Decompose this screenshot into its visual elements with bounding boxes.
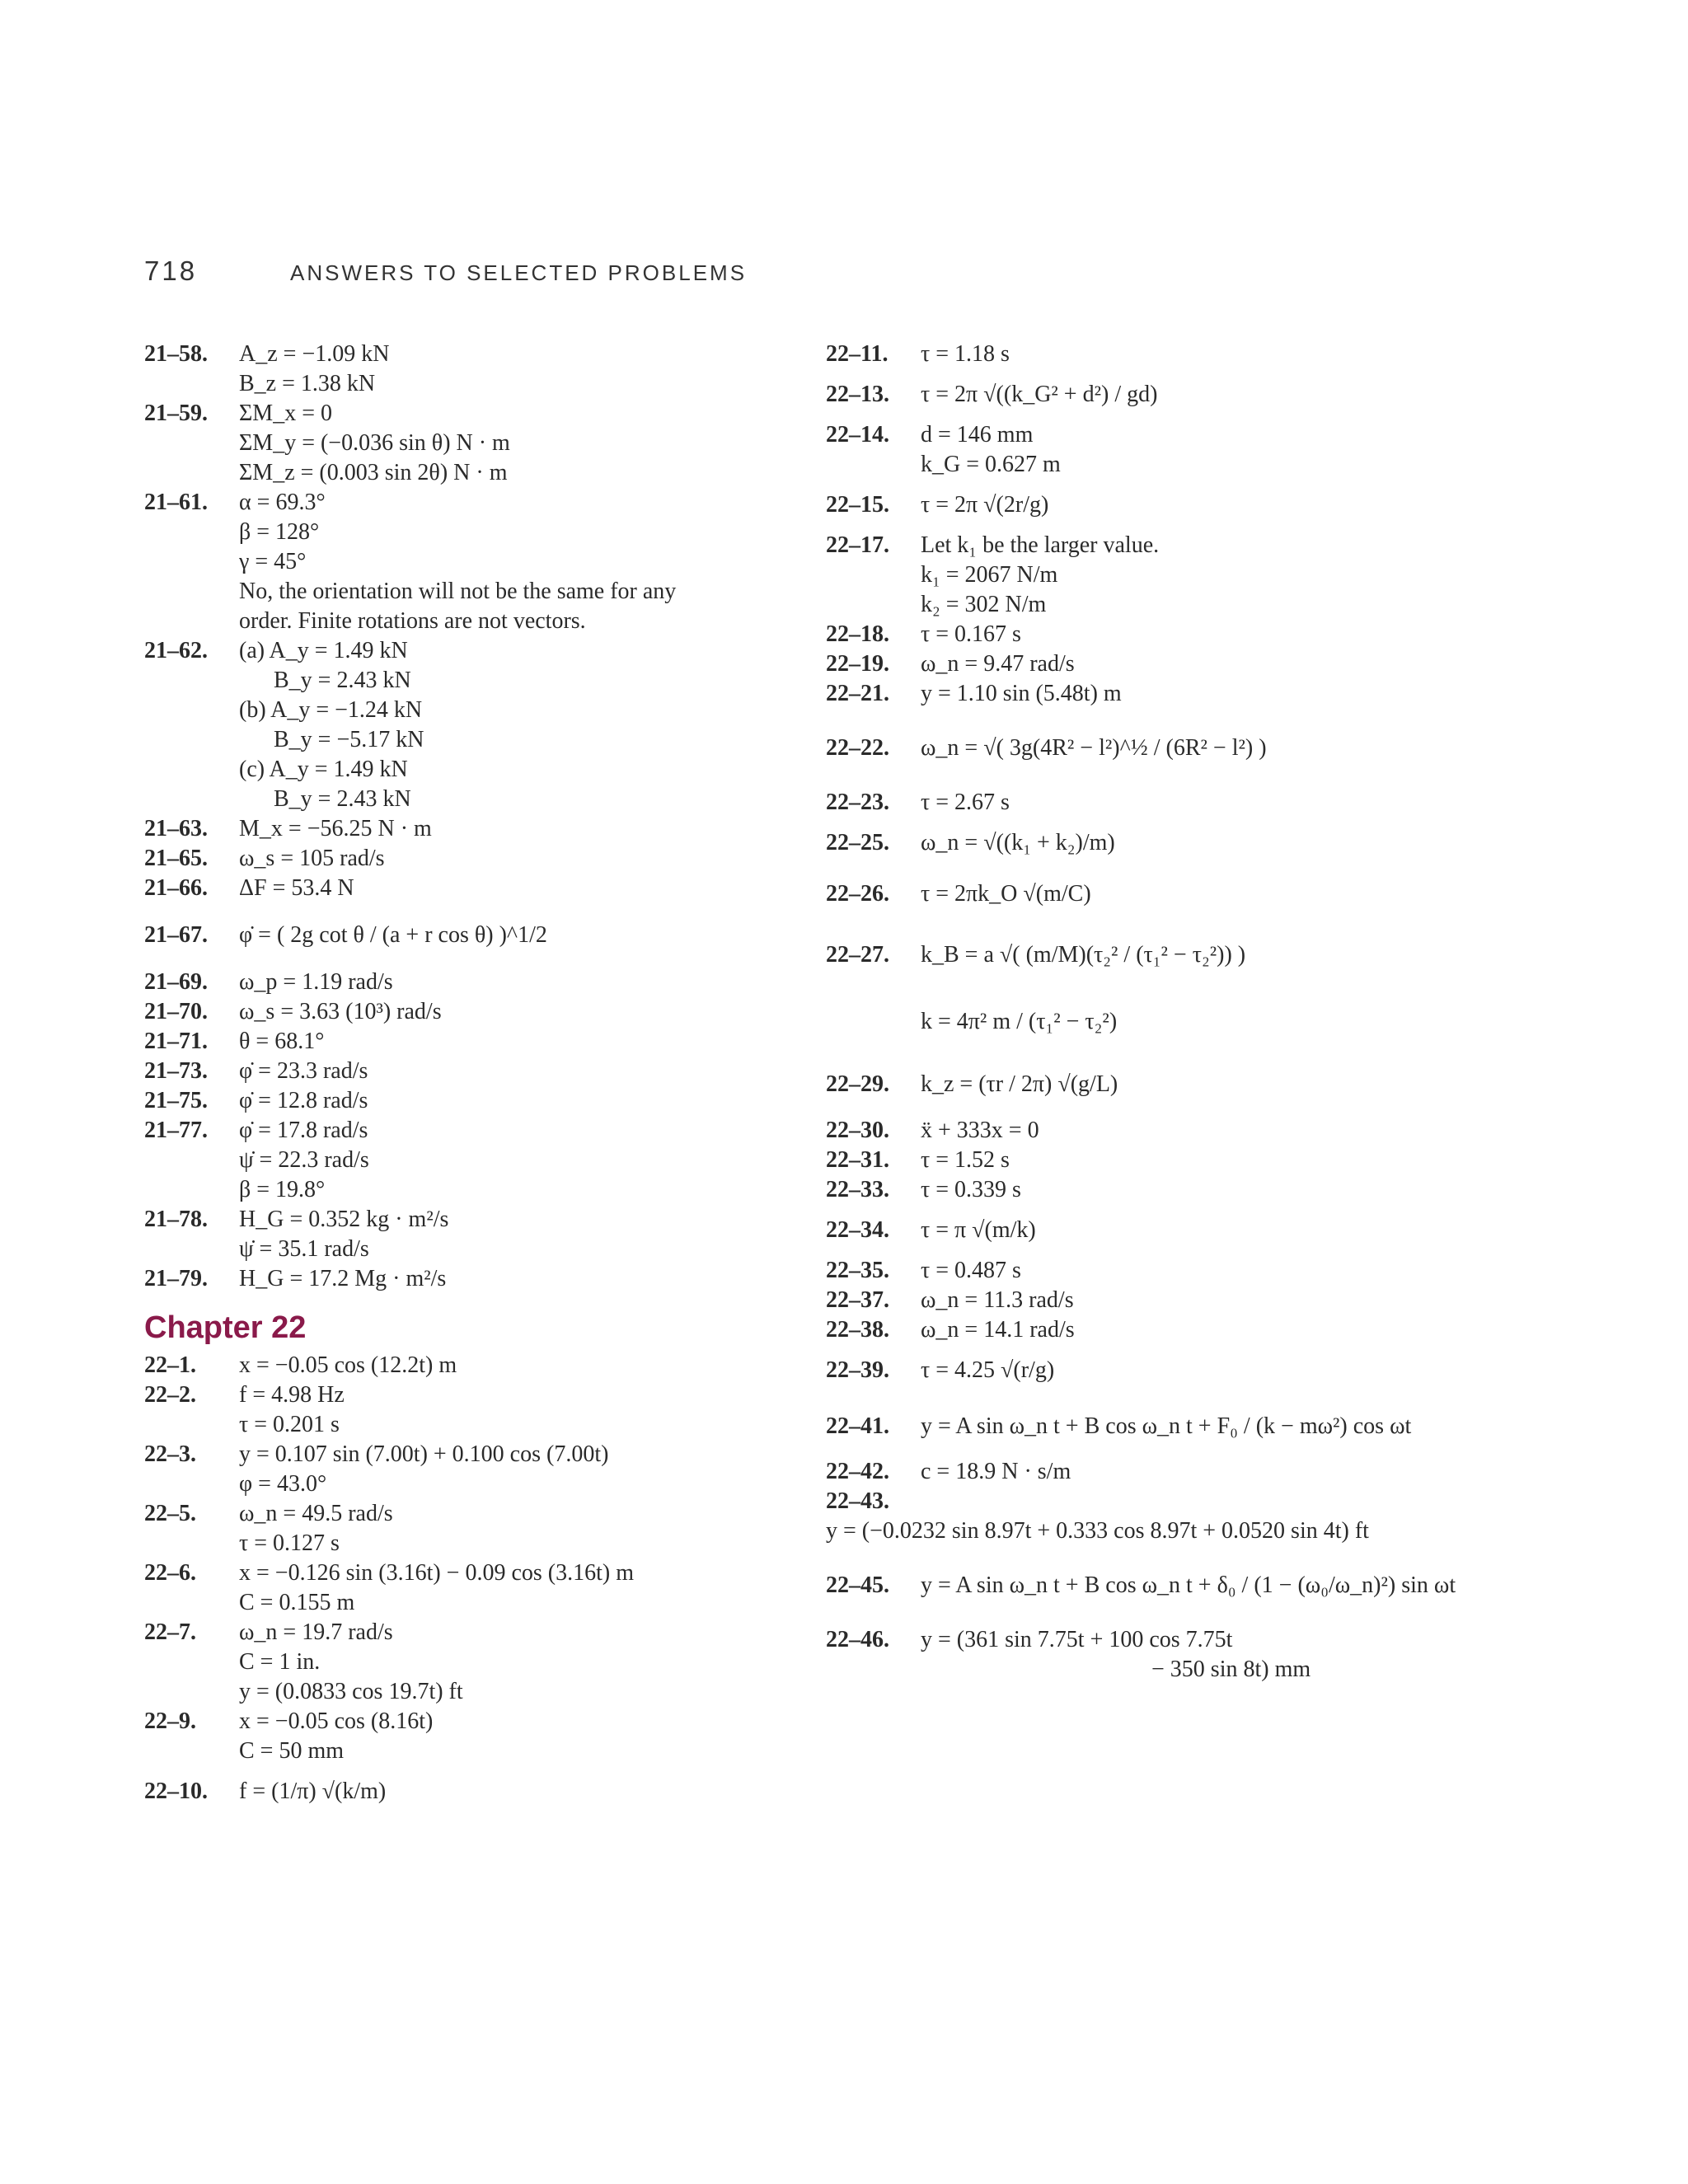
problem-number: 22–45.	[826, 1572, 889, 1598]
answer-text: y = A sin ω_n t + B cos ω_n t + δ₀ / (1 − (ω₀/ω_n)²) sin ωt	[921, 1572, 1456, 1598]
problem-number: 22–42.	[826, 1459, 889, 1484]
answer-text: B_y = −5.17 kN	[239, 727, 424, 752]
answer-line	[826, 1256, 1485, 1286]
problem-number: 22–2.	[144, 1382, 196, 1408]
problem-number: 21–73.	[144, 1058, 208, 1084]
answer-text: ω_s = 105 rad/s	[239, 846, 385, 871]
answer-text: τ = 2.67 s	[921, 790, 1010, 815]
problem-number: 22–10.	[144, 1779, 208, 1804]
answer-line	[144, 577, 804, 607]
problem-number: 21–59.	[144, 401, 208, 426]
answer-text: τ = π √(m/k)	[921, 1217, 1036, 1243]
answer-line	[826, 1396, 1485, 1457]
answer-text: A_z = −1.09 kN	[239, 341, 390, 367]
answer-text: x = −0.05 cos (12.2t) m	[239, 1352, 457, 1378]
problem-number: 22–31.	[826, 1147, 889, 1173]
answer-text: H_G = 17.2 Mg · m²/s	[239, 1266, 447, 1291]
chapter-heading: Chapter 22	[144, 1310, 307, 1345]
problem-number: 22–38.	[826, 1317, 889, 1343]
answer-line	[826, 991, 1485, 1053]
answer-line	[826, 340, 1485, 369]
answer-line	[144, 1558, 804, 1588]
answer-line	[826, 1315, 1485, 1345]
answer-text: B_z = 1.38 kN	[239, 371, 376, 396]
answer-line	[144, 636, 804, 666]
answer-line	[826, 590, 1485, 620]
answer-text: θ = 68.1°	[239, 1029, 325, 1054]
answer-line	[826, 1205, 1485, 1256]
answer-line	[144, 1440, 804, 1469]
answer-text: ΣM_z = (0.003 sin 2θ) N · m	[239, 460, 508, 485]
answer-line	[144, 1499, 804, 1529]
answer-text: φ̇ = ( 2g cot θ / (a + r cos θ) )^1/2	[239, 922, 547, 948]
answer-line	[144, 547, 804, 577]
problem-number: 22–13.	[826, 382, 889, 407]
answer-text: ω_n = √( 3g(4R² − l²)^½ / (6R² − l²) )	[921, 735, 1267, 761]
answer-line	[144, 1529, 804, 1558]
answer-line	[144, 1146, 804, 1175]
answer-text: φ = 43.0°	[239, 1471, 327, 1497]
answer-text: B_y = 2.43 kN	[239, 668, 411, 693]
answer-text: (c) A_y = 1.49 kN	[239, 757, 408, 782]
answer-text: τ = 0.201 s	[239, 1412, 340, 1437]
answer-line	[144, 903, 804, 968]
answer-text: ω_n = 11.3 rad/s	[921, 1287, 1074, 1313]
problem-number: 22–37.	[826, 1287, 889, 1313]
answer-line	[826, 679, 1485, 709]
problem-number: 22–27.	[826, 942, 889, 968]
problem-number: 22–26.	[826, 881, 889, 907]
problem-number: 22–3.	[144, 1441, 196, 1467]
answer-text: τ = 1.18 s	[921, 341, 1010, 367]
answer-text: y = (361 sin 7.75t + 100 cos 7.75t	[921, 1627, 1233, 1652]
answer-line	[144, 340, 804, 369]
answer-text: C = 0.155 m	[239, 1590, 355, 1615]
right-column	[826, 340, 1485, 1685]
answer-line	[826, 450, 1485, 480]
problem-number: 21–58.	[144, 341, 208, 367]
answer-line	[144, 725, 804, 755]
page-number: 718	[144, 255, 198, 286]
answer-text: τ = 0.127 s	[239, 1530, 340, 1556]
answer-text: γ = 45°	[239, 549, 307, 574]
answer-text: τ = 0.167 s	[921, 621, 1021, 647]
problem-number: 22–5.	[144, 1501, 196, 1526]
answer-text: c = 18.9 N · s/m	[921, 1459, 1071, 1484]
answer-text: ω_n = 19.7 rad/s	[239, 1619, 393, 1645]
answer-line	[144, 429, 804, 458]
problem-number: 22–46.	[826, 1627, 889, 1652]
answer-line	[144, 1086, 804, 1116]
answer-line	[826, 818, 1485, 869]
answer-line	[144, 1588, 804, 1618]
problem-number: 22–21.	[826, 681, 889, 706]
answer-line	[826, 869, 1485, 920]
answer-line	[826, 560, 1485, 590]
answer-text: No, the orientation will not be the same for any	[239, 579, 677, 604]
answer-text: k_G = 0.627 m	[921, 452, 1061, 477]
problem-number: 22–6.	[144, 1560, 196, 1586]
answer-text: β = 128°	[239, 519, 320, 545]
problem-number: 22–14.	[826, 422, 889, 448]
answer-line	[826, 531, 1485, 560]
problem-number: 22–25.	[826, 830, 889, 855]
answer-text: φ̇ = 12.8 rad/s	[239, 1088, 368, 1113]
answer-line	[144, 814, 804, 844]
answer-line	[826, 1516, 1485, 1546]
answer-text: y = (−0.0232 sin 8.97t + 0.333 cos 8.97t + 0.0520 sin 4t) ft	[826, 1518, 1369, 1544]
answer-line	[144, 968, 804, 997]
answer-text: ω_n = 9.47 rad/s	[921, 651, 1075, 677]
answer-text: k_z = (τr / 2π) √(g/L)	[921, 1071, 1118, 1097]
answer-text: f = 4.98 Hz	[239, 1382, 345, 1408]
answer-text: α = 69.3°	[239, 490, 326, 515]
problem-number: 22–9.	[144, 1708, 196, 1734]
problem-number: 22–35.	[826, 1258, 889, 1283]
answer-line	[144, 488, 804, 518]
answer-line	[144, 1766, 804, 1817]
answer-text: k = 4π² m / (τ₁² − τ₂²)	[921, 1009, 1118, 1034]
problem-number: 22–39.	[826, 1357, 889, 1383]
answer-text: ẍ + 333x = 0	[921, 1118, 1039, 1143]
answer-text: τ = 0.487 s	[921, 1258, 1021, 1283]
answer-line	[144, 874, 804, 903]
answer-line	[144, 755, 804, 785]
answer-text: τ = 1.52 s	[921, 1147, 1010, 1173]
answer-text: β = 19.8°	[239, 1177, 326, 1202]
answer-line	[826, 620, 1485, 649]
answer-text: x = −0.126 sin (3.16t) − 0.09 cos (3.16t) m	[239, 1560, 635, 1586]
answer-text: order. Finite rotations are not vectors.	[239, 608, 586, 634]
answer-line	[144, 1235, 804, 1264]
problem-number: 22–1.	[144, 1352, 196, 1378]
answer-line	[826, 1146, 1485, 1175]
answer-text: k₂ = 302 N/m	[921, 592, 1047, 617]
answer-line	[826, 649, 1485, 679]
problem-number: 22–22.	[826, 735, 889, 761]
problem-number: 21–77.	[144, 1118, 208, 1143]
answer-line	[144, 1736, 804, 1766]
answer-text: H_G = 0.352 kg · m²/s	[239, 1207, 449, 1232]
answer-text: ω_p = 1.19 rad/s	[239, 969, 393, 995]
answer-text: ψ̇ = 35.1 rad/s	[239, 1236, 369, 1262]
answer-line	[144, 666, 804, 696]
problem-number: 22–17.	[826, 532, 889, 558]
answer-line	[144, 1027, 804, 1057]
answer-text: τ = 2π √((k_G² + d²) / gd)	[921, 382, 1158, 407]
answer-line	[144, 1380, 804, 1410]
problem-number: 22–15.	[826, 492, 889, 518]
problem-number: 21–63.	[144, 816, 208, 841]
problem-number: 22–43.	[826, 1488, 889, 1514]
answer-line	[826, 1116, 1485, 1146]
answer-text: ω_s = 3.63 (10³) rad/s	[239, 999, 442, 1024]
answer-line	[826, 1175, 1485, 1205]
answer-line	[826, 1457, 1485, 1487]
answer-text: τ = 2πk_O √(m/C)	[921, 881, 1091, 907]
answer-text: τ = 4.25 √(r/g)	[921, 1357, 1055, 1383]
problem-number: 21–69.	[144, 969, 208, 995]
answer-text: C = 1 in.	[239, 1649, 321, 1675]
answer-text: y = 1.10 sin (5.48t) m	[921, 681, 1122, 706]
answer-line	[144, 1647, 804, 1677]
answer-text: τ = 2π √(2r/g)	[921, 492, 1049, 518]
answer-line	[144, 1410, 804, 1440]
answer-line	[144, 1264, 804, 1294]
problem-number: 22–33.	[826, 1177, 889, 1202]
answer-text: d = 146 mm	[921, 422, 1034, 448]
answer-line	[826, 709, 1485, 788]
answer-text: τ = 0.339 s	[921, 1177, 1021, 1202]
answer-line	[144, 518, 804, 547]
left-column	[144, 340, 804, 1817]
problem-number: 22–23.	[826, 790, 889, 815]
answer-text: ΣM_x = 0	[239, 401, 332, 426]
answer-line	[144, 1618, 804, 1647]
answer-text: x = −0.05 cos (8.16t)	[239, 1708, 434, 1734]
answer-text: ω_n = 49.5 rad/s	[239, 1501, 393, 1526]
problem-number: 21–67.	[144, 922, 208, 948]
answer-line	[144, 458, 804, 488]
answer-text: ω_n = √((k₁ + k₂)/m)	[921, 830, 1115, 855]
answer-line	[144, 844, 804, 874]
problem-number: 22–34.	[826, 1217, 889, 1243]
answer-line	[144, 1057, 804, 1086]
problem-number: 22–19.	[826, 651, 889, 677]
answer-line	[826, 1487, 1485, 1516]
answer-line	[144, 399, 804, 429]
answer-line	[826, 420, 1485, 450]
problem-number: 22–30.	[826, 1118, 889, 1143]
answer-text: C = 50 mm	[239, 1738, 345, 1764]
problem-number: 22–7.	[144, 1619, 196, 1645]
answer-line	[144, 1677, 804, 1707]
answer-text: B_y = 2.43 kN	[239, 786, 411, 812]
answer-text: ψ̇ = 22.3 rad/s	[239, 1147, 369, 1173]
answer-text: y = (0.0833 cos 19.7t) ft	[239, 1679, 463, 1704]
answer-line	[144, 1469, 804, 1499]
answer-text: k_B = a √( (m/M)(τ₂² / (τ₁² − τ₂²)) )	[921, 942, 1246, 968]
problem-number: 21–62.	[144, 638, 208, 663]
answer-line	[144, 1175, 804, 1205]
answer-text: f = (1/π) √(k/m)	[239, 1779, 387, 1804]
problem-number: 22–11.	[826, 341, 889, 367]
running-header: ANSWERS TO SELECTED PROBLEMS	[290, 260, 748, 285]
answer-line	[826, 1655, 1485, 1685]
problem-number: 21–79.	[144, 1266, 208, 1291]
answer-text: k₁ = 2067 N/m	[921, 562, 1058, 588]
answer-line	[826, 369, 1485, 420]
problem-number: 22–18.	[826, 621, 889, 647]
answer-line	[144, 1116, 804, 1146]
answer-line	[826, 1286, 1485, 1315]
answer-text: y = A sin ω_n t + B cos ω_n t + F₀ / (k − mω²) cos ωt	[921, 1413, 1412, 1439]
answer-line	[826, 1053, 1485, 1116]
answer-line	[144, 1707, 804, 1736]
answer-text: φ̇ = 17.8 rad/s	[239, 1118, 368, 1143]
answer-text: (a) A_y = 1.49 kN	[239, 638, 408, 663]
answer-text: ΣM_y = (−0.036 sin θ) N · m	[239, 430, 510, 456]
answer-line	[144, 785, 804, 814]
problem-number: 21–61.	[144, 490, 208, 515]
answer-text: Let k₁ be the larger value.	[921, 532, 1160, 558]
answer-line	[144, 607, 804, 636]
problem-number: 22–41.	[826, 1413, 889, 1439]
answer-line	[826, 1345, 1485, 1396]
answer-line	[826, 1546, 1485, 1625]
answer-line	[144, 1205, 804, 1235]
answer-line	[826, 788, 1485, 818]
answer-line	[826, 480, 1485, 531]
problem-number: 21–70.	[144, 999, 208, 1024]
answer-line	[144, 369, 804, 399]
answer-line	[144, 696, 804, 725]
answer-text: y = 0.107 sin (7.00t) + 0.100 cos (7.00t)	[239, 1441, 609, 1467]
problem-number: 21–78.	[144, 1207, 208, 1232]
answer-line	[144, 1351, 804, 1380]
answer-text: ΔF = 53.4 N	[239, 875, 354, 901]
answer-line	[144, 997, 804, 1027]
problem-number: 21–66.	[144, 875, 208, 901]
answer-text: ω_n = 14.1 rad/s	[921, 1317, 1075, 1343]
problem-number: 21–65.	[144, 846, 208, 871]
answer-text: M_x = −56.25 N · m	[239, 816, 432, 841]
problem-number: 21–71.	[144, 1029, 208, 1054]
answer-text: − 350 sin 8t) mm	[921, 1657, 1311, 1682]
answer-line	[826, 920, 1485, 991]
problem-number: 21–75.	[144, 1088, 208, 1113]
answer-line	[826, 1625, 1485, 1655]
answer-text: φ̇ = 23.3 rad/s	[239, 1058, 368, 1084]
problem-number: 22–29.	[826, 1071, 889, 1097]
answer-text: (b) A_y = −1.24 kN	[239, 697, 423, 723]
